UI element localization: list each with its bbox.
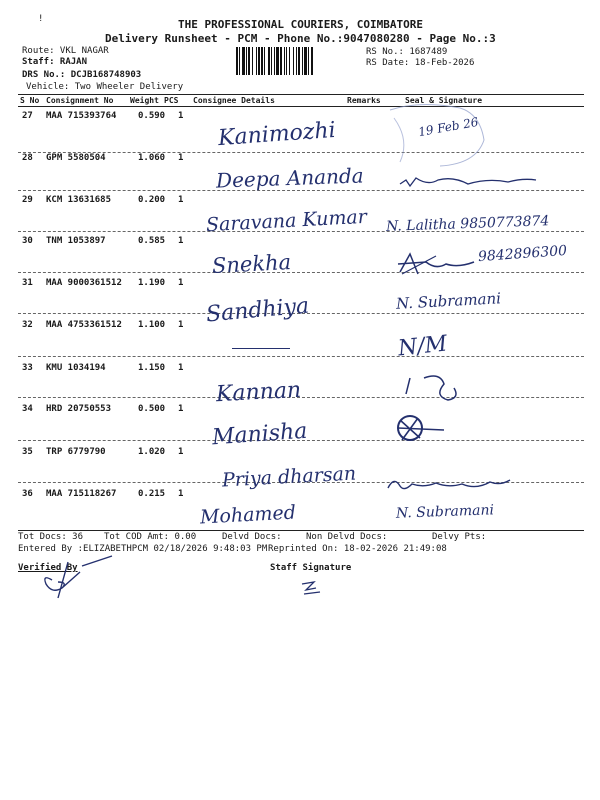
header-top-rule xyxy=(18,94,584,95)
signature-30 xyxy=(396,252,476,280)
row-weight: 0.590 xyxy=(138,111,166,121)
vehicle-label: Vehicle: Two Wheeler Delivery xyxy=(26,82,184,92)
row-divider xyxy=(18,272,584,273)
route-label: Route: VKL NAGAR xyxy=(22,46,109,56)
row-weight: 1.020 xyxy=(138,447,166,457)
col-weight: Weight xyxy=(130,96,159,105)
row-pcs: 1 xyxy=(178,195,184,205)
row-consignment: KCM 13631685 xyxy=(46,195,112,205)
row-sno: 34 xyxy=(22,404,33,414)
handwritten-name: Kannan xyxy=(215,377,302,408)
row-sno: 33 xyxy=(22,363,33,373)
row-weight: 1.060 xyxy=(138,153,166,163)
tot-cod: Tot COD Amt: 0.00 xyxy=(104,532,197,542)
handwritten-name: Priya dharsan xyxy=(221,462,357,492)
handwritten-name: Saravana Kumar xyxy=(205,205,368,237)
handwritten-name: Manisha xyxy=(211,418,309,451)
row-pcs: 1 xyxy=(178,320,184,330)
signature-33 xyxy=(404,372,474,406)
seal-date: 19 Feb 26 xyxy=(417,114,480,140)
staff-label: Staff: RAJAN xyxy=(22,57,88,67)
handwritten-dash xyxy=(232,348,290,349)
barcode-bars xyxy=(236,47,362,75)
non-delvd-docs: Non Delvd Docs: xyxy=(306,532,388,542)
row-sno: 30 xyxy=(22,236,33,246)
row-consignment: TNM 1053897 xyxy=(46,236,106,246)
row-pcs: 1 xyxy=(178,278,184,288)
tot-docs: Tot Docs: 36 xyxy=(18,532,84,542)
handwritten-name: Sandhiya xyxy=(205,293,311,328)
verified-signature xyxy=(22,552,132,602)
rs-date: RS Date: 18-Feb-2026 xyxy=(366,58,475,68)
table-bottom-rule xyxy=(18,530,584,531)
remark-31: N. Subramani xyxy=(395,289,502,313)
entered-by: Entered By :ELIZABETHPCM 02/18/2026 9:48:03 PM xyxy=(18,544,268,554)
col-consignment: Consignment No xyxy=(46,96,114,105)
row-divider xyxy=(18,356,584,357)
signature-28 xyxy=(398,172,538,194)
corner-mark: ! xyxy=(38,14,44,24)
row-weight: 1.100 xyxy=(138,320,166,330)
row-consignment: MAA 9000361512 xyxy=(46,278,122,288)
staff-signature-label: Staff Signature xyxy=(270,563,352,573)
remark-36: N. Subramani xyxy=(395,502,495,522)
signature-35 xyxy=(384,474,514,496)
row-sno: 36 xyxy=(22,489,33,499)
row-consignment: HRD 20750553 xyxy=(46,404,112,414)
row-pcs: 1 xyxy=(178,404,184,414)
col-remarks: Remarks xyxy=(347,96,381,105)
company-title: THE PROFESSIONAL COURIERS, COIMBATORE xyxy=(178,18,424,31)
verified-by-label: Verified By xyxy=(18,563,78,573)
col-pcs: PCS xyxy=(164,96,179,105)
row-consignment: MAA 715118267 xyxy=(46,489,117,499)
staff-signature-mark xyxy=(298,578,328,598)
row-sno: 35 xyxy=(22,447,33,457)
row-pcs: 1 xyxy=(178,363,184,373)
handwritten-name: Mohamed xyxy=(199,501,297,529)
row-weight: 1.150 xyxy=(138,363,166,373)
handwritten-name: Snekha xyxy=(211,249,292,279)
delvd-docs: Delvd Docs: xyxy=(222,532,282,542)
row-sno: 27 xyxy=(22,111,33,121)
row-weight: 0.500 xyxy=(138,404,166,414)
row-weight: 0.215 xyxy=(138,489,166,499)
row-sno: 28 xyxy=(22,153,33,163)
runsheet-subtitle: Delivery Runsheet - PCM - Phone No.:9047080280 - Page No.:3 xyxy=(105,32,496,45)
row-weight: 0.585 xyxy=(138,236,166,246)
handwritten-name: Kanimozhi xyxy=(217,117,337,152)
barcode xyxy=(236,47,362,75)
row-sno: 31 xyxy=(22,278,33,288)
col-seal: Seal & Signature xyxy=(405,96,483,105)
row-pcs: 1 xyxy=(178,447,184,457)
row-pcs: 1 xyxy=(178,111,184,121)
col-consignee: Consignee Details xyxy=(193,96,275,105)
row-consignment: TRP 6779790 xyxy=(46,447,106,457)
drs-number: DRS No.: DCJB168748903 xyxy=(22,70,142,80)
row-consignment: KMU 1034194 xyxy=(46,363,106,373)
row-pcs: 1 xyxy=(178,236,184,246)
delvy-pts: Delvy Pts: xyxy=(432,532,487,542)
signature-34-scribble xyxy=(388,412,448,446)
row-consignment: MAA 4753361512 xyxy=(46,320,122,330)
row-weight: 1.190 xyxy=(138,278,166,288)
row-pcs: 1 xyxy=(178,489,184,499)
remark-29: N. Lalitha 9850773874 xyxy=(385,213,550,235)
row-consignment: GPM 5580504 xyxy=(46,153,106,163)
row-sno: 32 xyxy=(22,320,33,330)
header-bottom-rule xyxy=(18,106,584,107)
row-sno: 29 xyxy=(22,195,33,205)
reprinted-on: Reprinted On: 18-02-2026 21:49:08 xyxy=(268,544,447,554)
remark-30: 9842896300 xyxy=(477,242,568,266)
row-weight: 0.200 xyxy=(138,195,166,205)
row-pcs: 1 xyxy=(178,153,184,163)
row-consignment: MAA 715393764 xyxy=(46,111,117,121)
handwritten-name: Deepa Ananda xyxy=(215,163,365,193)
remark-32: N/M xyxy=(396,331,449,362)
rs-number: RS No.: 1687489 xyxy=(366,47,448,57)
col-sno: S No xyxy=(20,96,40,105)
